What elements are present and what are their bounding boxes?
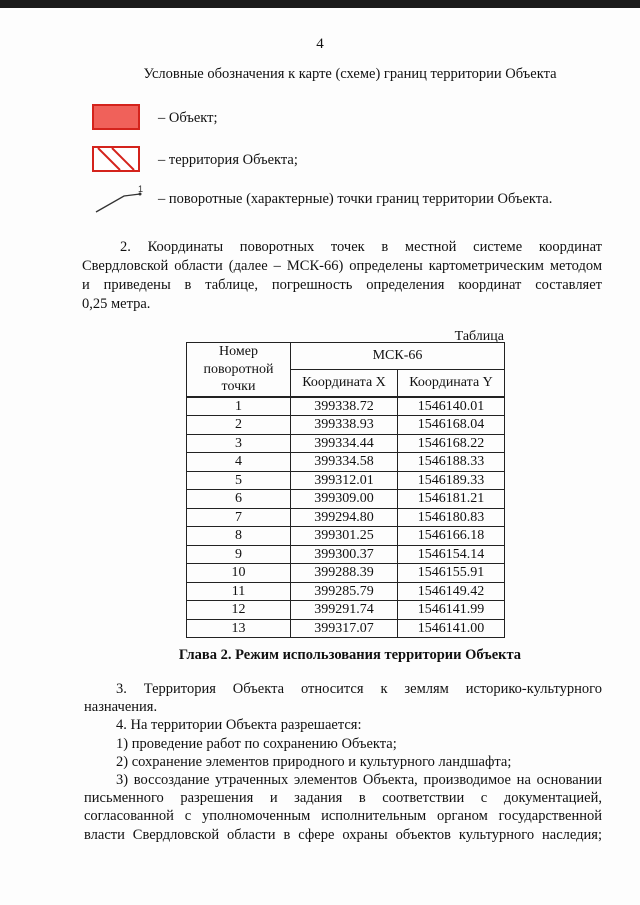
legend-text-turning-point: – поворотные (характерные) точки границ территории Объекта. <box>158 191 553 207</box>
header-coordinate-y: Координата Y <box>398 369 505 397</box>
paragraph-line: и приведены в таблице, погрешность определения координат составляет <box>82 277 602 293</box>
point-number-cell: 6 <box>187 490 291 509</box>
body-line: назначения. <box>84 699 158 716</box>
hatched-red-area-icon <box>92 146 140 172</box>
legend-text-object: – Объект; <box>158 110 218 126</box>
legend-text-territory: – территория Объекта; <box>158 152 298 168</box>
coordinate-y-cell: 1546189.33 <box>398 471 505 490</box>
body-line: 2) сохранение элементов природного и культурного ландшафта; <box>116 753 512 770</box>
coordinate-x-cell: 399309.00 <box>291 490 398 509</box>
coordinate-y-cell: 1546154.14 <box>398 545 505 564</box>
point-number-cell: 13 <box>187 619 291 638</box>
point-number-cell: 1 <box>187 397 291 416</box>
coordinate-y-cell: 1546168.22 <box>398 434 505 453</box>
coordinate-y-cell: 1546188.33 <box>398 453 505 472</box>
point-number-cell: 8 <box>187 527 291 546</box>
table-row <box>187 397 505 416</box>
table-row <box>187 545 505 564</box>
turning-point-marker-label: 1 <box>138 184 144 194</box>
table-row <box>187 527 505 546</box>
coordinate-x-cell: 399285.79 <box>291 582 398 601</box>
coordinate-y-cell: 1546168.04 <box>398 416 505 435</box>
table-row <box>187 434 505 453</box>
point-number-cell: 2 <box>187 416 291 435</box>
body-line: 4. На территории Объекта разрешается: <box>116 717 362 734</box>
table-row <box>187 416 505 435</box>
table-row <box>187 619 505 638</box>
coordinate-x-cell: 399334.44 <box>291 434 398 453</box>
point-number-cell: 3 <box>187 434 291 453</box>
paragraph-line: 2. Координаты поворотных точек в местной системе координат <box>120 239 602 255</box>
point-number-cell: 5 <box>187 471 291 490</box>
table-caption: Таблица <box>454 329 504 344</box>
body-line: 3. Территория Объекта относится к землям историко-культурного <box>116 681 602 697</box>
point-number-cell: 4 <box>187 453 291 472</box>
paragraph-coordinates <box>82 238 602 314</box>
body-line: письменного разрешения и задания в соответствии с документацией, <box>84 790 602 807</box>
point-number-cell: 10 <box>187 564 291 583</box>
table-row <box>187 453 505 472</box>
paragraph-line: 0,25 метра. <box>82 296 151 312</box>
coordinate-x-cell: 399338.72 <box>291 397 398 416</box>
body-line: власти Свердловской области в сфере охраны объектов культурного наследия; <box>84 826 602 843</box>
coordinate-x-cell: 399288.39 <box>291 564 398 583</box>
coordinates-table <box>186 342 505 638</box>
table-row <box>187 564 505 583</box>
coordinate-y-cell: 1546141.99 <box>398 601 505 620</box>
body-line: согласованной с уполномоченным исполнительным органом государственной <box>84 808 602 825</box>
legend-title: Условные обозначения к карте (схеме) границ территории Объекта <box>143 66 557 82</box>
coordinate-y-cell: 1546155.91 <box>398 564 505 583</box>
coordinate-y-cell: 1546181.21 <box>398 490 505 509</box>
point-number-cell: 9 <box>187 545 291 564</box>
legend-item-turning-point <box>0 182 640 216</box>
chapter-body <box>84 680 602 844</box>
table-row <box>187 582 505 601</box>
coordinate-x-cell: 399294.80 <box>291 508 398 527</box>
header-coordinate-x: Координата X <box>291 369 398 397</box>
coordinate-x-cell: 399291.74 <box>291 601 398 620</box>
point-number-cell: 7 <box>187 508 291 527</box>
coordinate-y-cell: 1546166.18 <box>398 527 505 546</box>
point-number-cell: 12 <box>187 601 291 620</box>
coordinate-x-cell: 399312.01 <box>291 471 398 490</box>
chapter-heading: Глава 2. Режим использования территории Объекта <box>178 647 522 663</box>
table-row <box>187 508 505 527</box>
turning-point-line-icon <box>92 182 152 216</box>
legend-item-territory <box>0 146 640 180</box>
body-line: 3) воссоздание утраченных элементов Объекта, производимое на основании <box>116 772 602 789</box>
coordinate-y-cell: 1546149.42 <box>398 582 505 601</box>
point-number-cell: 11 <box>187 582 291 601</box>
coordinate-x-cell: 399338.93 <box>291 416 398 435</box>
paragraph-line: Свердловской области (далее – МСК-66) определены картометрическим методом <box>82 258 602 274</box>
coordinate-x-cell: 399301.25 <box>291 527 398 546</box>
table-row <box>187 601 505 620</box>
coordinate-y-cell: 1546140.01 <box>398 397 505 416</box>
coordinate-x-cell: 399300.37 <box>291 545 398 564</box>
table-row <box>187 490 505 509</box>
legend-item-object <box>0 104 640 138</box>
coordinate-x-cell: 399317.07 <box>291 619 398 638</box>
header-msk66: МСК-66 <box>291 343 505 370</box>
solid-red-area-icon <box>92 104 140 130</box>
coordinate-x-cell: 399334.58 <box>291 453 398 472</box>
body-line: 1) проведение работ по сохранению Объекта; <box>116 735 397 752</box>
coordinate-y-cell: 1546180.83 <box>398 508 505 527</box>
coordinate-y-cell: 1546141.00 <box>398 619 505 638</box>
scan-edge <box>0 0 640 8</box>
page-number: 4 <box>316 36 324 52</box>
header-point-number: Номер поворотной точки <box>187 343 291 397</box>
table-row <box>187 471 505 490</box>
